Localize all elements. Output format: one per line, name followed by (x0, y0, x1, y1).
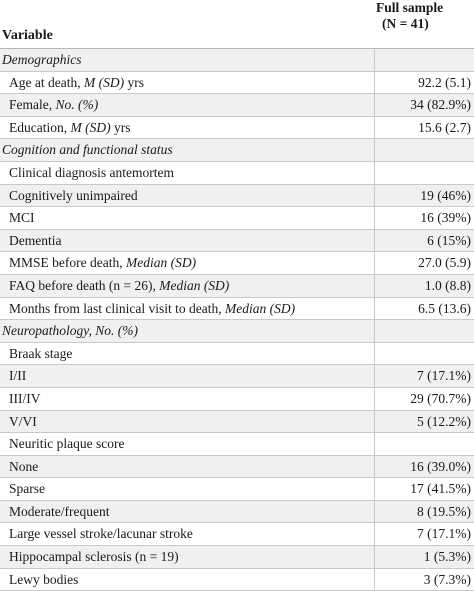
variable-cell (0, 501, 374, 523)
variable-label: MMSE before death, (9, 255, 126, 271)
variable-label: Braak stage (9, 345, 73, 361)
value-cell: 16 (39.0%) (374, 456, 474, 478)
value-cell: 8 (19.5%) (374, 501, 474, 523)
variable-label: Female, (9, 97, 56, 113)
variable-label: Hippocampal sclerosis (n = 19) (9, 549, 179, 565)
table-row (0, 546, 474, 569)
variable-label: V/VI (9, 413, 37, 429)
variable-cell (0, 185, 374, 207)
variable-label: Lewy bodies (9, 571, 79, 587)
variable-cell (0, 117, 374, 139)
value-cell: 1 (5.3%) (374, 546, 474, 568)
table-row (0, 275, 474, 298)
value-cell: 3 (7.3%) (374, 569, 474, 591)
table-row (0, 501, 474, 524)
variable-label: Age at death, (9, 74, 84, 90)
table-row (0, 569, 474, 591)
variable-label: FAQ before death (n = 26), (9, 277, 160, 293)
value-cell: 19 (46%) (374, 185, 474, 207)
variable-label-stat: No. (%) (55, 97, 99, 113)
table-row (0, 185, 474, 208)
variable-label: Moderate/frequent (9, 503, 110, 519)
variable-cell (0, 207, 374, 229)
table-row (0, 388, 474, 411)
variable-label-stat: Median (SD) (159, 277, 230, 293)
variable-cell (0, 478, 374, 500)
variable-cell (0, 275, 374, 297)
table-row (0, 72, 474, 95)
variable-cell (0, 49, 374, 71)
table-row (0, 433, 474, 456)
table-row (0, 162, 474, 185)
variable-label: Education, (9, 119, 71, 135)
variable-column-header: Variable (2, 28, 53, 43)
variable-label: Clinical diagnosis antemortem (9, 164, 174, 180)
variable-label: Demographics (2, 52, 82, 67)
variable-label: Months from last clinical visit to death, (9, 300, 225, 316)
table-header (0, 0, 474, 49)
value-cell (374, 343, 474, 365)
variable-label: MCI (9, 210, 35, 226)
table-row (0, 478, 474, 501)
section-row (0, 320, 474, 343)
table-row (0, 411, 474, 434)
value-cell: 7 (17.1%) (374, 523, 474, 545)
variable-label: Large vessel stroke/lacunar stroke (9, 526, 193, 542)
value-cell: 27.0 (5.9) (374, 252, 474, 274)
variable-cell (0, 523, 374, 545)
variable-cell (0, 433, 374, 455)
table-row (0, 365, 474, 388)
full-sample-column-header (368, 0, 474, 32)
variable-cell (0, 252, 374, 274)
value-cell: 6 (15%) (374, 230, 474, 252)
variable-cell (0, 72, 374, 94)
variable-label-stat: M (SD) (83, 74, 125, 90)
table-row (0, 230, 474, 253)
variable-label: Neuritic plaque score (9, 436, 125, 452)
variable-label: Neuropathology, No. (%) (2, 323, 138, 339)
section-row (0, 139, 474, 162)
value-cell: 92.2 (5.1) (374, 72, 474, 94)
variable-label: III/IV (9, 390, 41, 406)
value-cell (374, 49, 474, 71)
value-cell: 7 (17.1%) (374, 365, 474, 387)
table-row (0, 343, 474, 366)
variable-cell (0, 411, 374, 433)
variable-cell (0, 320, 374, 342)
variable-label-unit: yrs (110, 119, 131, 135)
value-cell: 17 (41.5%) (374, 478, 474, 500)
variable-cell (0, 456, 374, 478)
value-cell: 15.6 (2.7) (374, 117, 474, 139)
table-row (0, 117, 474, 140)
variable-cell (0, 343, 374, 365)
value-cell (374, 433, 474, 455)
value-cell: 34 (82.9%) (374, 94, 474, 116)
variable-cell (0, 162, 374, 184)
variable-label: Sparse (9, 481, 45, 497)
value-cell: 29 (70.7%) (374, 388, 474, 410)
variable-label-unit: yrs (124, 74, 144, 90)
table-row (0, 456, 474, 479)
table-body (0, 49, 474, 591)
value-cell (374, 139, 474, 161)
variable-label: None (9, 458, 39, 474)
value-cell (374, 320, 474, 342)
value-cell: 6.5 (13.6) (374, 298, 474, 320)
variable-cell (0, 230, 374, 252)
value-cell: 5 (12.2%) (374, 411, 474, 433)
variable-cell (0, 569, 374, 591)
column-subtitle: (N = 41) (382, 16, 429, 31)
variable-label-stat: Median (SD) (224, 300, 296, 316)
table-row (0, 94, 474, 117)
variable-label: Cognitively unimpaired (9, 187, 138, 203)
column-title: Full sample (376, 0, 444, 15)
variable-label-stat: Median (SD) (125, 255, 197, 271)
variable-label: I/II (9, 368, 27, 384)
table-row (0, 523, 474, 546)
variable-cell (0, 546, 374, 568)
value-cell (374, 162, 474, 184)
variable-cell (0, 298, 374, 320)
variable-cell (0, 365, 374, 387)
value-cell: 16 (39%) (374, 207, 474, 229)
variable-label-stat: M (SD) (70, 119, 111, 135)
variable-cell (0, 139, 374, 161)
section-row (0, 49, 474, 72)
variable-label: Cognition and functional status (2, 142, 173, 158)
value-cell: 1.0 (8.8) (374, 275, 474, 297)
table-row (0, 252, 474, 275)
variable-cell (0, 94, 374, 116)
table-row (0, 207, 474, 230)
variable-label: Dementia (9, 232, 62, 248)
variable-cell (0, 388, 374, 410)
table-row (0, 298, 474, 321)
